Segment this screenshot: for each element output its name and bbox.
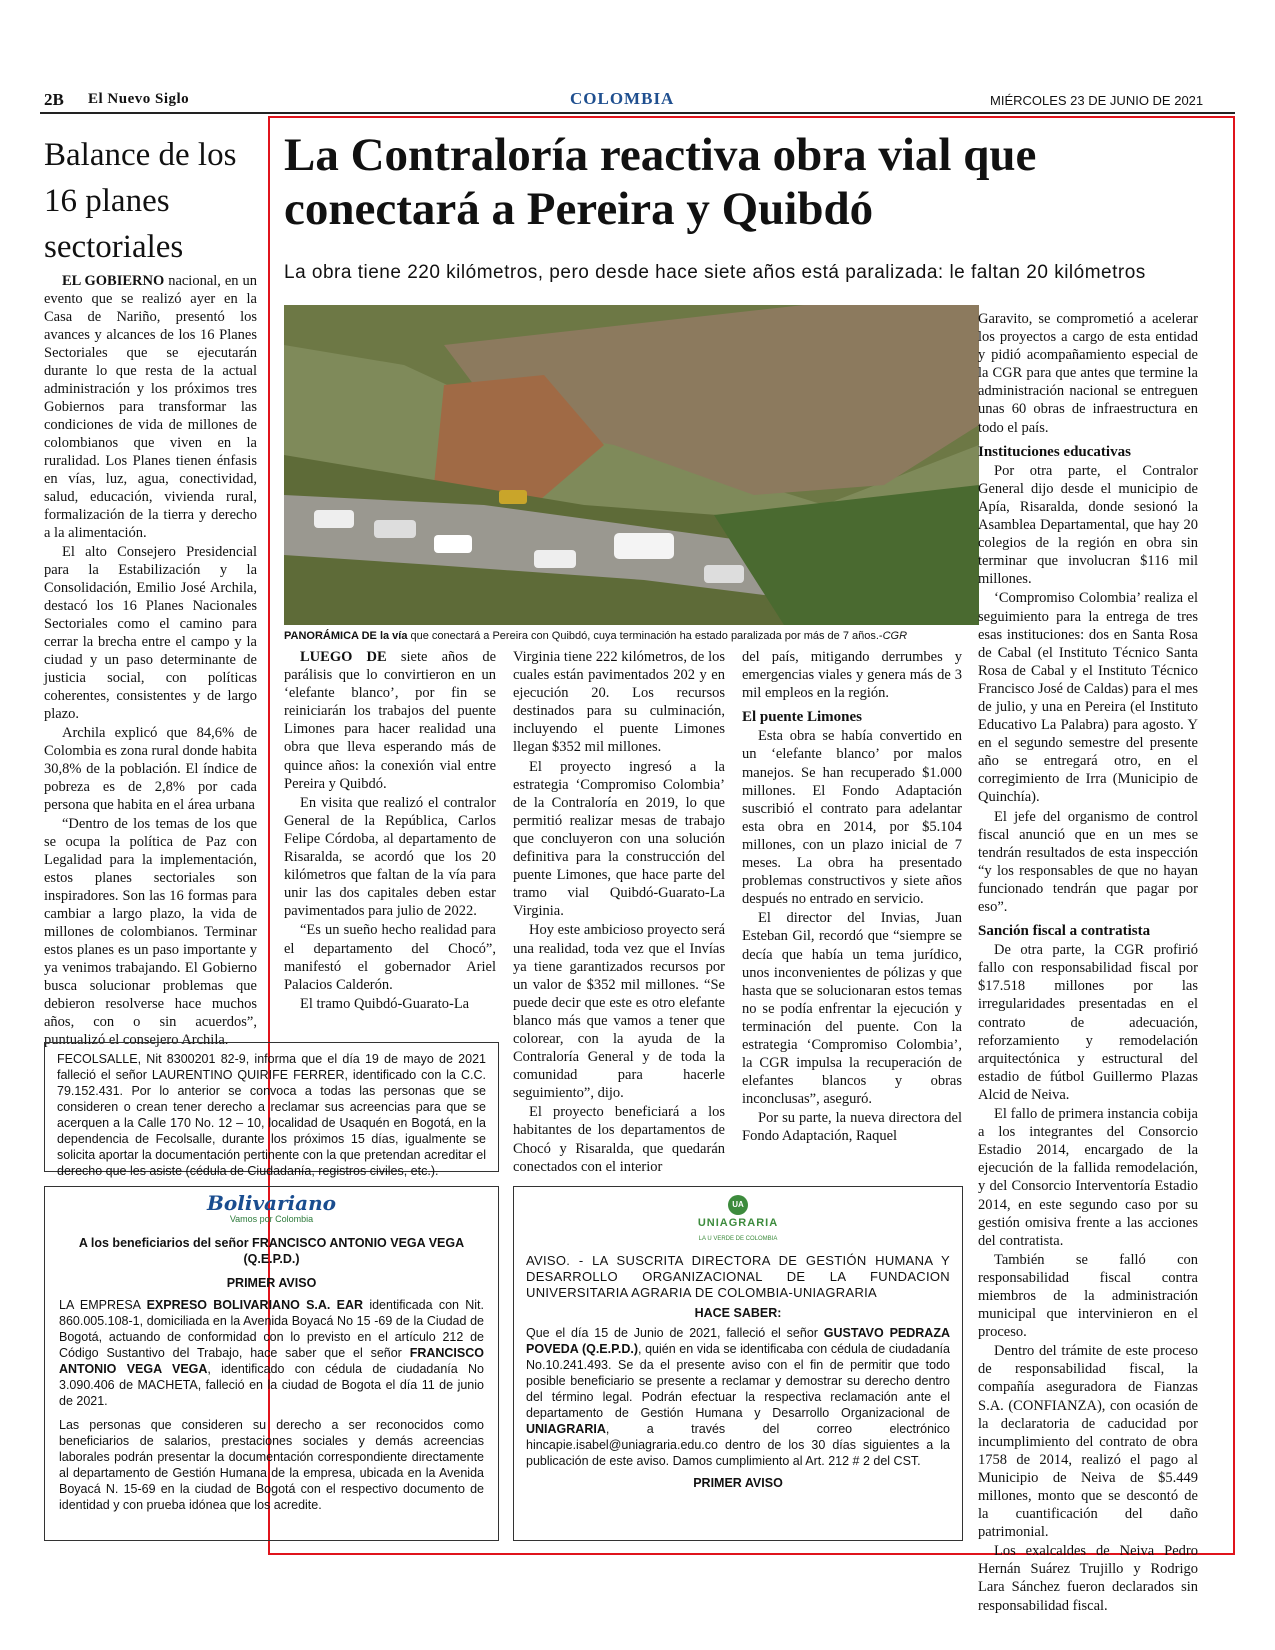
- notice-person: GUSTAVO PEDRAZA POVEDA (Q.E.P.D.): [526, 1326, 950, 1356]
- notice-fecolsalle: [44, 1042, 499, 1178]
- sidebar-body: [44, 272, 257, 1050]
- notice-label: PRIMER AVISO: [226, 1276, 317, 1290]
- article-paragraph: Dentro del trámite de este proceso de responsabilidad fiscal, la compañía aseguradora de Fianzas S.A. (CONFIANZA), con ocasión de la declaratoria de caducidad por incumplimiento del contrato de obra 1758 de 2014, realizó el pago al Municipio de Neiva de $5.449 millones, monto que se descontó de la cuantificación del daño patrimonial.: [978, 1343, 1198, 1541]
- notice-title: A los beneficiarios del señor FRANCISCO ANTONIO VEGA VEGA (Q.E.P.D.): [78, 1236, 465, 1266]
- notice-bolivariano: [44, 1186, 499, 1541]
- sidebar-title: Balance de los 16 planes sectoriales: [44, 137, 237, 265]
- notice-text: identificada con Nit. 860.005.108-1, domiciliada en la Avenida Boyacá No 15 -69 de la Ciudad de Bogotá, actuando de conformidad con lo previsto en el artículo 212 de Código Sustantivo del Trabajo, hace saber que el señor: [59, 1298, 484, 1360]
- uniagraria-logo: [526, 1195, 950, 1247]
- bolivariano-logo: [59, 1191, 484, 1227]
- road-photo: [284, 305, 979, 625]
- sidebar-paragraph: “Dentro de los temas de los que se ocupa la política de Paz con Legalidad para la implementación, estos planes sectoriales son inspiradores. Son las 16 formas para cambiar a largo plazo, la vida de millones de colombianos. Terminar estos planes es un paso importante y ya venimos trabajando. El Gobierno busca solucionar problemas que debieron resolverse hace muchos años, con o sin acuerdos”, puntualizó el consejero Archila.: [44, 816, 257, 1048]
- notice-intro: AVISO. - LA SUSCRITA DIRECTORA DE GESTIÓN HUMANA Y DESARROLLO ORGANIZACIONAL DE LA FUNDACION UNIVERSITARIA AGRARIA DE COLOMBIA-UNIAGRARIA: [526, 1253, 950, 1300]
- article-paragraph: Los exalcaldes de Neiva Pedro Hernán Suárez Trujillo y Rodrigo Lara Sánchez fueron declarados sin responsabilidad fiscal.: [978, 1543, 1198, 1614]
- notice-org: UNIAGRARIA: [526, 1422, 606, 1436]
- article-paragraph: Virginia tiene 222 kilómetros, de los cuales están pavimentados 202 y en ejecución 20. Los recursos destinados para su culminación, incluyendo el puente Limones llegan $352 mil millones.: [513, 649, 725, 756]
- article-paragraph: El director del Invias, Juan Esteban Gil, recordó que “siempre se decía que había un tema jurídico, unos inconvenientes de pólizas y que hasta que se solucionaran estos temas no se podía enfrentar la ejecución y terminación del puente. Con la estrategia ‘Compromiso Colombia’, la CGR impulsa la recuperación de elefantes blancos y obras inconclusas”, aseguró.: [742, 910, 962, 1108]
- uniagraria-badge: UA: [728, 1195, 748, 1215]
- notice-text: , quién en vida se identificaba con cédula de ciudadanía No.10.241.493. Se da el presente aviso con el fin de permitir que todo posible beneficiario se presente a reclamar y demostrar su derecho dentro del término legal. Podrán efectuar la respectiva reclamación ante el departamento de Gestión Humana y Desarrollo Organizacional de: [526, 1342, 950, 1420]
- notice-text: , identificado con cédula de ciudadanía No 3.090.406 de MACHETA, falleció en la ciudad de Bogota el día 11 de junio de 2021.: [59, 1362, 484, 1408]
- notice-paragraph: [526, 1325, 950, 1469]
- article-deck: La obra tiene 220 kilómetros, pero desde hace siete años está paralizada: le faltan 20 kilómetros: [284, 262, 1146, 283]
- notice-hace-saber: HACE SABER:: [694, 1306, 782, 1320]
- article-column-1: [284, 648, 496, 1014]
- article-paragraph: Por su parte, la nueva directora del Fondo Adaptación, Raquel: [742, 1110, 962, 1145]
- article-subhead: El puente Limones: [742, 709, 863, 726]
- uniagraria-logo-text: UNIAGRARIA: [697, 1217, 779, 1229]
- article-column-4: [978, 310, 1198, 1616]
- newspaper-name: El Nuevo Siglo: [88, 91, 190, 107]
- article-paragraph: También se falló con responsabilidad fiscal contra miembros de la administración municipal que intervinieron en el proceso.: [978, 1251, 1198, 1341]
- article-lead: siete años de parálisis que lo convirtieron en un ‘elefante blanco’, por fin se reiniciarán los trabajos del puente Limones para hacer realidad una obra que lleva esperando más de quince años: la conexión vial entre Pereira y Quibdó.: [284, 649, 497, 792]
- article-subhead: Sanción fiscal a contratista: [978, 923, 1151, 940]
- notice-person: FRANCISCO ANTONIO VEGA VEGA: [59, 1346, 484, 1376]
- sidebar-paragraph: [44, 272, 257, 542]
- article-column-2: [513, 648, 725, 1177]
- article-paragraph: El proyecto ingresó a la estrategia ‘Compromiso Colombia’ de la Contraloría en 2019, lo que permitió realizar mesas de trabajo que concluyeron con una solución definitiva para la construcción del puente Limones, que hace parte del tramo vial Quibdó-Guarato-La Virginia.: [513, 758, 725, 920]
- notice-text: , a través del correo electrónico hincapie.isabel@uniagraria.edu.co dentro de los 30 días siguientes a la publicación de este aviso. Damos cumplimiento al Art. 212 # 2 del CST.: [526, 1422, 950, 1468]
- caption-text: que conectará a Pereira con Quibdó, cuya terminación ha estado paralizada por más de 7 años.-: [407, 630, 883, 642]
- header-rule: [40, 112, 1235, 114]
- article-paragraph: Hoy este ambicioso proyecto será una realidad, toda vez que el Invías ya tiene garantizados recursos por un valor de $352 mil millones. “Se puede decir que este es otro elefante blanco más que vamos a tener que colorear, con la ayuda de la Contraloría General y de toda la comunidad para hacerle seguimiento”, dijo.: [513, 922, 725, 1102]
- bolivariano-tagline: Vamos por Colombia: [229, 1214, 314, 1224]
- article-paragraph: Esta obra se había convertido en un ‘elefante blanco’ por malos manejos. Se han recuperado $1.000 millones. El Fondo Adaptación suscribió el contrato para adelantar esta obra en 2014, por $5.104 millones, con un plazo inicial de 7 meses. La obra ha presentado problemas constructivos y siete años después no entrado en servicio.: [742, 728, 962, 908]
- article-paragraph: De otra parte, la CGR profirió fallo con responsabilidad fiscal por $17.518 millones por las irregularidades presentadas en el contrato de adecuación, reforzamiento y remodelación arquitectónica y estructural del estadio de fútbol Guillermo Plazas Alcid de Neiva.: [978, 942, 1198, 1103]
- photo-caption: [284, 630, 979, 642]
- sidebar-lead: nacional, en un evento que se realizó ayer en la Casa de Nariño, presentó los avances y alcances de los 16 Planes Sectoriales que se ejecutarán durante lo que resta de la actual administración y los próximos tres Gobiernos para transformar las condiciones de vida de millones de colombianos que viven en la ruralidad. Los Planes tienen énfasis en vías, luz, agua, conectividad, salud, educación, vivienda rural, formalización de la tierra y derecho a la alimentación.: [44, 273, 257, 541]
- article-column-3: [742, 648, 962, 1147]
- article-paragraph: El proyecto beneficiará a los habitantes de los departamentos de Chocó y Risaralda, que quedarán conectados con el interior: [513, 1104, 725, 1175]
- sidebar-paragraph: El alto Consejero Presidencial para la Estabilización y la Consolidación, Emilio José Archila, destacó los 16 Planes Nacionales Sectoriales como el camino para cerrar la brecha entre el campo y la ciudad y un paso determinante de justicia social, con políticas coherentes, consistentes y de largo plazo.: [44, 544, 257, 722]
- notice-paragraph: Las personas que consideren su derecho a ser reconocidos como beneficiarios de salarios, prestaciones sociales y demás acreencias laborales podrán presentar la documentación correspondiente directamente al departamento de Gestión Humana de la empresa, ubicada en la Avenida Boyacá N. 15-69 en la ciudad de Bogotá con el respectivo documento de identidad y con prueba idónea que los acredite.: [59, 1418, 484, 1512]
- article-paragraph: Garavito, se comprometió a acelerar los proyectos a cargo de esta entidad y pidió acompañamiento especial de la CGR para que antes que termine la administración nacional se entreguen unas 60 obras de infraestructura en todo el país.: [978, 311, 1198, 436]
- notice-text: LA EMPRESA: [59, 1298, 147, 1312]
- article-paragraph: “Es un sueño hecho realidad para el departamento del Chocó”, manifestó el gobernador Ariel Palacios Calderón.: [284, 922, 496, 993]
- caption-credit: CGR: [882, 630, 908, 642]
- notice-label: PRIMER AVISO: [693, 1476, 783, 1490]
- issue-date: MIÉRCOLES 23 DE JUNIO DE 2021: [990, 93, 1204, 108]
- notice-company: EXPRESO BOLIVARIANO S.A. EAR: [146, 1298, 364, 1312]
- article-paragraph: El jefe del organismo de control fiscal anunció que en un mes se tendrán resultados de esta inspección “y los responsables de que no hayan funcionado tendrán que pagar por eso”.: [978, 808, 1198, 915]
- article-paragraph: ‘Compromiso Colombia’ realiza el seguimiento para la entrega de tres esas instituciones: dos en Santa Rosa de Cabal (el Instituto Técnico Santa Rosa de Cabal y el Instituto Técnico Francisco José de Caldas) para el mes de julio, y una en Pereira (el Instituto Educativo La Palabra) para agosto. Y en el segundo semestre del presente año se entregará otro, en el corregimiento de Irra (Municipio de Quinchía).: [978, 590, 1198, 806]
- article-paragraph: [284, 648, 496, 793]
- article-subhead: Instituciones educativas: [978, 443, 1131, 460]
- section-name: COLOMBIA: [570, 89, 675, 108]
- article-paragraph: Por otra parte, el Contralor General dijo desde el municipio de Apía, Risaralda, donde sesionó la Asamblea Departamental, que hay 20 colegios de la región en obra sin terminar que involucran $116 mil millones.: [978, 462, 1198, 588]
- article-paragraph: En visita que realizó el contralor General de la República, Carlos Felipe Córdoba, al departamento de Risaralda, se acordó que los 20 kilómetros que faltan de la vía para unir las dos capitales deben estar pavimentados para julio de 2022.: [284, 794, 496, 920]
- sidebar-paragraph: Archila explicó que 84,6% de Colombia es zona rural donde habita 30,8% de la población. El índice de pobreza es de 2,8% por cada persona que habita en el área urbana: [44, 725, 258, 813]
- bolivariano-logo-text: Bolivariano: [207, 1191, 336, 1215]
- notice-text: FECOLSALLE, Nit 8300201 82-9, informa que el día 19 de mayo de 2021 falleció el señor LAURENTINO QUIRIFE FERRER, identificado con la C.C. 79.152.431. Por lo anterior se convoca a todas las personas que se consideren o crean tener derecho a reclamar sus acreencias para que se acerquen a la Calle 170 No. 12 – 10, localidad de Usaquén en Bogotá, en la dependencia de Fecolsalle, durante los próximos 15 días, igualmente se solicita aportar la documentación pertinente con la que pretendan acreditar el derecho que les asiste (cédula de Ciudadanía, registros civiles, etc.).: [57, 1052, 486, 1178]
- sidebar-runin: EL GOBIERNO: [62, 273, 165, 289]
- notice-text: Que el día 15 de Junio de 2021, falleció el señor: [526, 1326, 824, 1340]
- uniagraria-tagline: LA U VERDE DE COLOMBIA: [698, 1236, 778, 1242]
- article-paragraph: El fallo de primera instancia cobija a los integrantes del Consorcio Estadio 2014, encargado de la ejecución de la fallida remodelación, y del Consorcio Interventoría Estadio 2014, en este segundo caso por su gestión omisiva frente a las acciones del contratista.: [978, 1106, 1198, 1249]
- page-number: 2B: [44, 90, 64, 109]
- notice-paragraph: [59, 1297, 484, 1409]
- article-paragraph: del país, mitigando derrumbes y emergencias viales y genera más de 3 mil empleos en la región.: [742, 649, 962, 702]
- caption-lead: PANORÁMICA DE la vía: [284, 630, 408, 642]
- article-paragraph: El tramo Quibdó-Guarato-La: [300, 995, 470, 1012]
- notice-uniagraria: [513, 1186, 963, 1541]
- article-headline: La Contraloría reactiva obra vial que conectará a Pereira y Quibdó: [284, 129, 1037, 235]
- article-runin: LUEGO DE: [300, 649, 387, 665]
